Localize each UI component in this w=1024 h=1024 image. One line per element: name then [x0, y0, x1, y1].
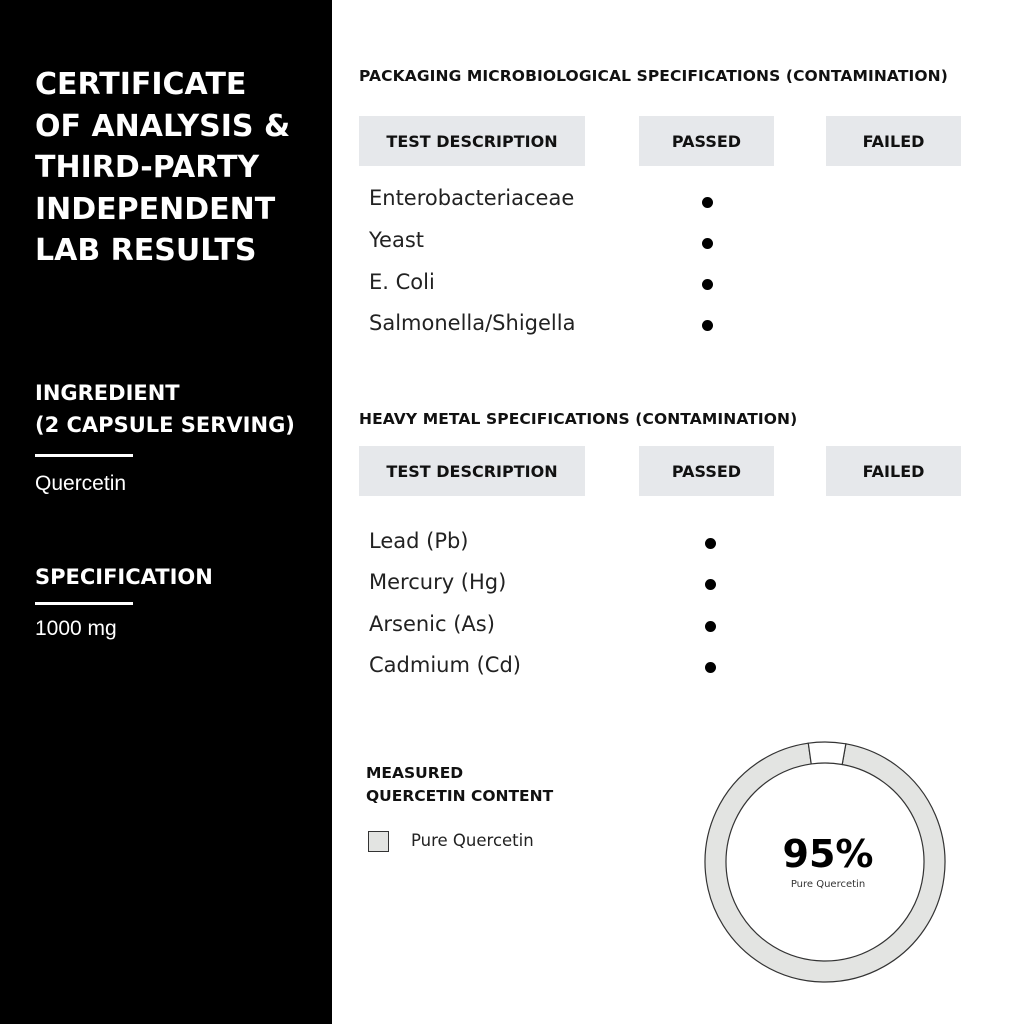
metal-header-passed: PASSED	[639, 446, 774, 496]
ingredient-heading-line: INGREDIENT	[35, 381, 180, 405]
micro-row-label: Enterobacteriaceae	[369, 186, 575, 210]
metal-header-description: TEST DESCRIPTION	[359, 446, 585, 496]
donut-caption: Pure Quercetin	[790, 879, 866, 890]
passed-dot	[702, 279, 713, 290]
passed-dot	[702, 238, 713, 249]
title-line: INDEPENDENT	[35, 191, 276, 227]
micro-row-label: Salmonella/Shigella	[369, 311, 576, 335]
donut-percent-label: 95%	[782, 832, 874, 876]
heavy-metal-title: HEAVY METAL SPECIFICATIONS (CONTAMINATION)	[359, 410, 798, 428]
micro-header-passed: PASSED	[639, 116, 774, 166]
title-line: OF ANALYSIS &	[35, 108, 291, 144]
measured-content-title	[366, 762, 553, 808]
legend-label: Pure Quercetin	[411, 831, 534, 850]
legend-swatch	[368, 831, 389, 852]
ingredient-heading-line: (2 CAPSULE SERVING)	[35, 413, 295, 437]
metal-row-label: Arsenic (As)	[369, 612, 495, 636]
passed-dot	[702, 320, 713, 331]
metal-row-label: Lead (Pb)	[369, 529, 469, 553]
micro-row-label: E. Coli	[369, 270, 435, 294]
measured-title-line: QUERCETIN CONTENT	[366, 787, 554, 805]
micro-header-description: TEST DESCRIPTION	[359, 116, 585, 166]
passed-dot	[702, 197, 713, 208]
page-title	[35, 64, 325, 272]
passed-dot	[705, 621, 716, 632]
metal-row-label: Cadmium (Cd)	[369, 653, 521, 677]
ingredient-divider	[35, 454, 133, 457]
title-line: THIRD-PARTY	[35, 150, 260, 185]
specification-value: 1000 mg	[35, 617, 117, 640]
sidebar-panel	[0, 0, 332, 1024]
title-line: LAB RESULTS	[35, 233, 257, 268]
micro-row-label: Yeast	[369, 228, 425, 252]
micro-header-failed: FAILED	[826, 116, 961, 166]
donut-arc-remainder	[808, 742, 846, 765]
title-line: CERTIFICATE	[35, 67, 247, 102]
metal-header-failed: FAILED	[826, 446, 961, 496]
microbiological-title: PACKAGING MICROBIOLOGICAL SPECIFICATIONS (CONTAMINATION)	[359, 67, 948, 85]
ingredient-value: Quercetin	[35, 472, 127, 495]
ingredient-heading	[35, 377, 295, 441]
passed-dot	[705, 538, 716, 549]
metal-row-label: Mercury (Hg)	[369, 570, 507, 594]
specification-divider	[35, 602, 133, 605]
passed-dot	[705, 579, 716, 590]
passed-dot	[705, 662, 716, 673]
specification-heading: SPECIFICATION	[35, 565, 213, 589]
measured-title-line: MEASURED	[366, 764, 464, 782]
